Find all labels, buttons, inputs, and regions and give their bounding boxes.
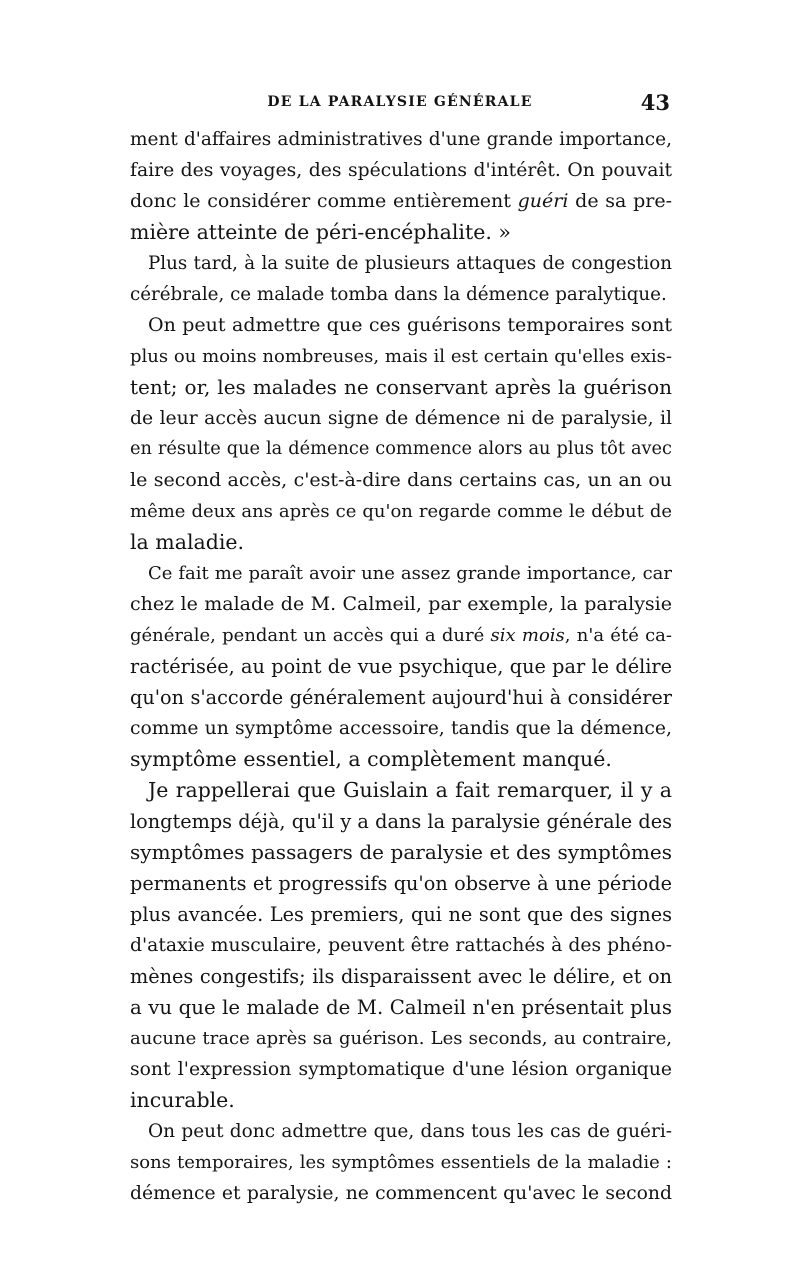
text-line: On peut admettre que ces guérisons temporaires sont [148, 314, 672, 336]
text-line: On peut donc admettre que, dans tous les cas de guéri- [148, 1121, 672, 1142]
body-text [130, 124, 672, 1209]
running-head [130, 92, 670, 122]
text-line: la maladie. [130, 530, 245, 554]
text-line: Je rappellerai que Guislain a fait remarquer, il y a [148, 778, 672, 802]
text-line: ment d'affaires administratives d'une grande importance, [130, 129, 672, 150]
text-line: en résulte que la démence commence alors au plus tôt avec [130, 439, 672, 459]
text-line: symptôme essentiel, a complètement manqué. [130, 747, 612, 771]
text-line: de leur accès aucun signe de démence ni de paralysie, il [130, 408, 672, 429]
text-line: symptômes passagers de paralysie et des symptômes [130, 840, 672, 864]
text-line: ractérisée, au point de vue psychique, que par le délire [130, 655, 672, 678]
running-title: DE LA PARALYSIE GÉNÉRALE [267, 94, 533, 110]
text-line: donc le considérer comme entièrement guéri de sa pre- [130, 190, 672, 212]
text-line: plus avancée. Les premiers, qui ne sont que des signes [130, 903, 672, 926]
text-line: cérébrale, ce malade tomba dans la démence paralytique. [130, 284, 667, 305]
text-line: même deux ans après ce qu'on regarde comme le début de [130, 501, 672, 522]
text-line: chez le malade de M. Calmeil, par exemple, la paralysie [130, 593, 672, 615]
text-line: démence et paralysie, ne commencent qu'avec le second [130, 1183, 672, 1204]
emphasis: six mois [490, 625, 565, 646]
text-line: d'ataxie musculaire, peuvent être rattachés à des phéno- [130, 935, 672, 956]
text-line: aucune trace après sa guérison. Les seconds, au contraire, [130, 1028, 672, 1049]
page-number: 43 [640, 90, 670, 115]
text-line: faire des voyages, des spéculations d'intérêt. On pouvait [130, 160, 672, 181]
text-line: qu'on s'accorde généralement aujourd'hui à considérer [130, 686, 672, 709]
text-line: comme un symptôme accessoire, tandis que la démence, [130, 718, 672, 739]
text-line: plus ou moins nombreuses, mais il est certain qu'elles exis- [130, 346, 672, 367]
text-line: générale, pendant un accès qui a duré six mois, n'a été ca- [130, 625, 672, 646]
text-line: permanents et progressifs qu'on observe à une période [130, 872, 672, 895]
emphasis: guéri [517, 190, 569, 212]
text-line: longtemps déjà, qu'il y a dans la paralysie générale des [130, 810, 672, 833]
text-line: a vu que le malade de M. Calmeil n'en présentait plus [130, 996, 672, 1019]
text-line: incurable. [130, 1088, 235, 1112]
text-line: tent; or, les malades ne conservant après la guérison [130, 375, 672, 399]
text-line: mènes congestifs; ils disparaissent avec le délire, et on [130, 965, 672, 988]
text-line: le second accès, c'est-à-dire dans certains cas, un an ou [130, 469, 672, 491]
text-line: sont l'expression symptomatique d'une lésion organique [130, 1059, 672, 1080]
text-line: Ce fait me paraît avoir une assez grande importance, car [148, 563, 672, 584]
text-line: mière atteinte de péri-encéphalite. » [130, 220, 511, 244]
text-line: Plus tard, à la suite de plusieurs attaques de congestion [148, 253, 672, 274]
text-line: sons temporaires, les symptômes essentiels de la maladie : [130, 1152, 672, 1173]
